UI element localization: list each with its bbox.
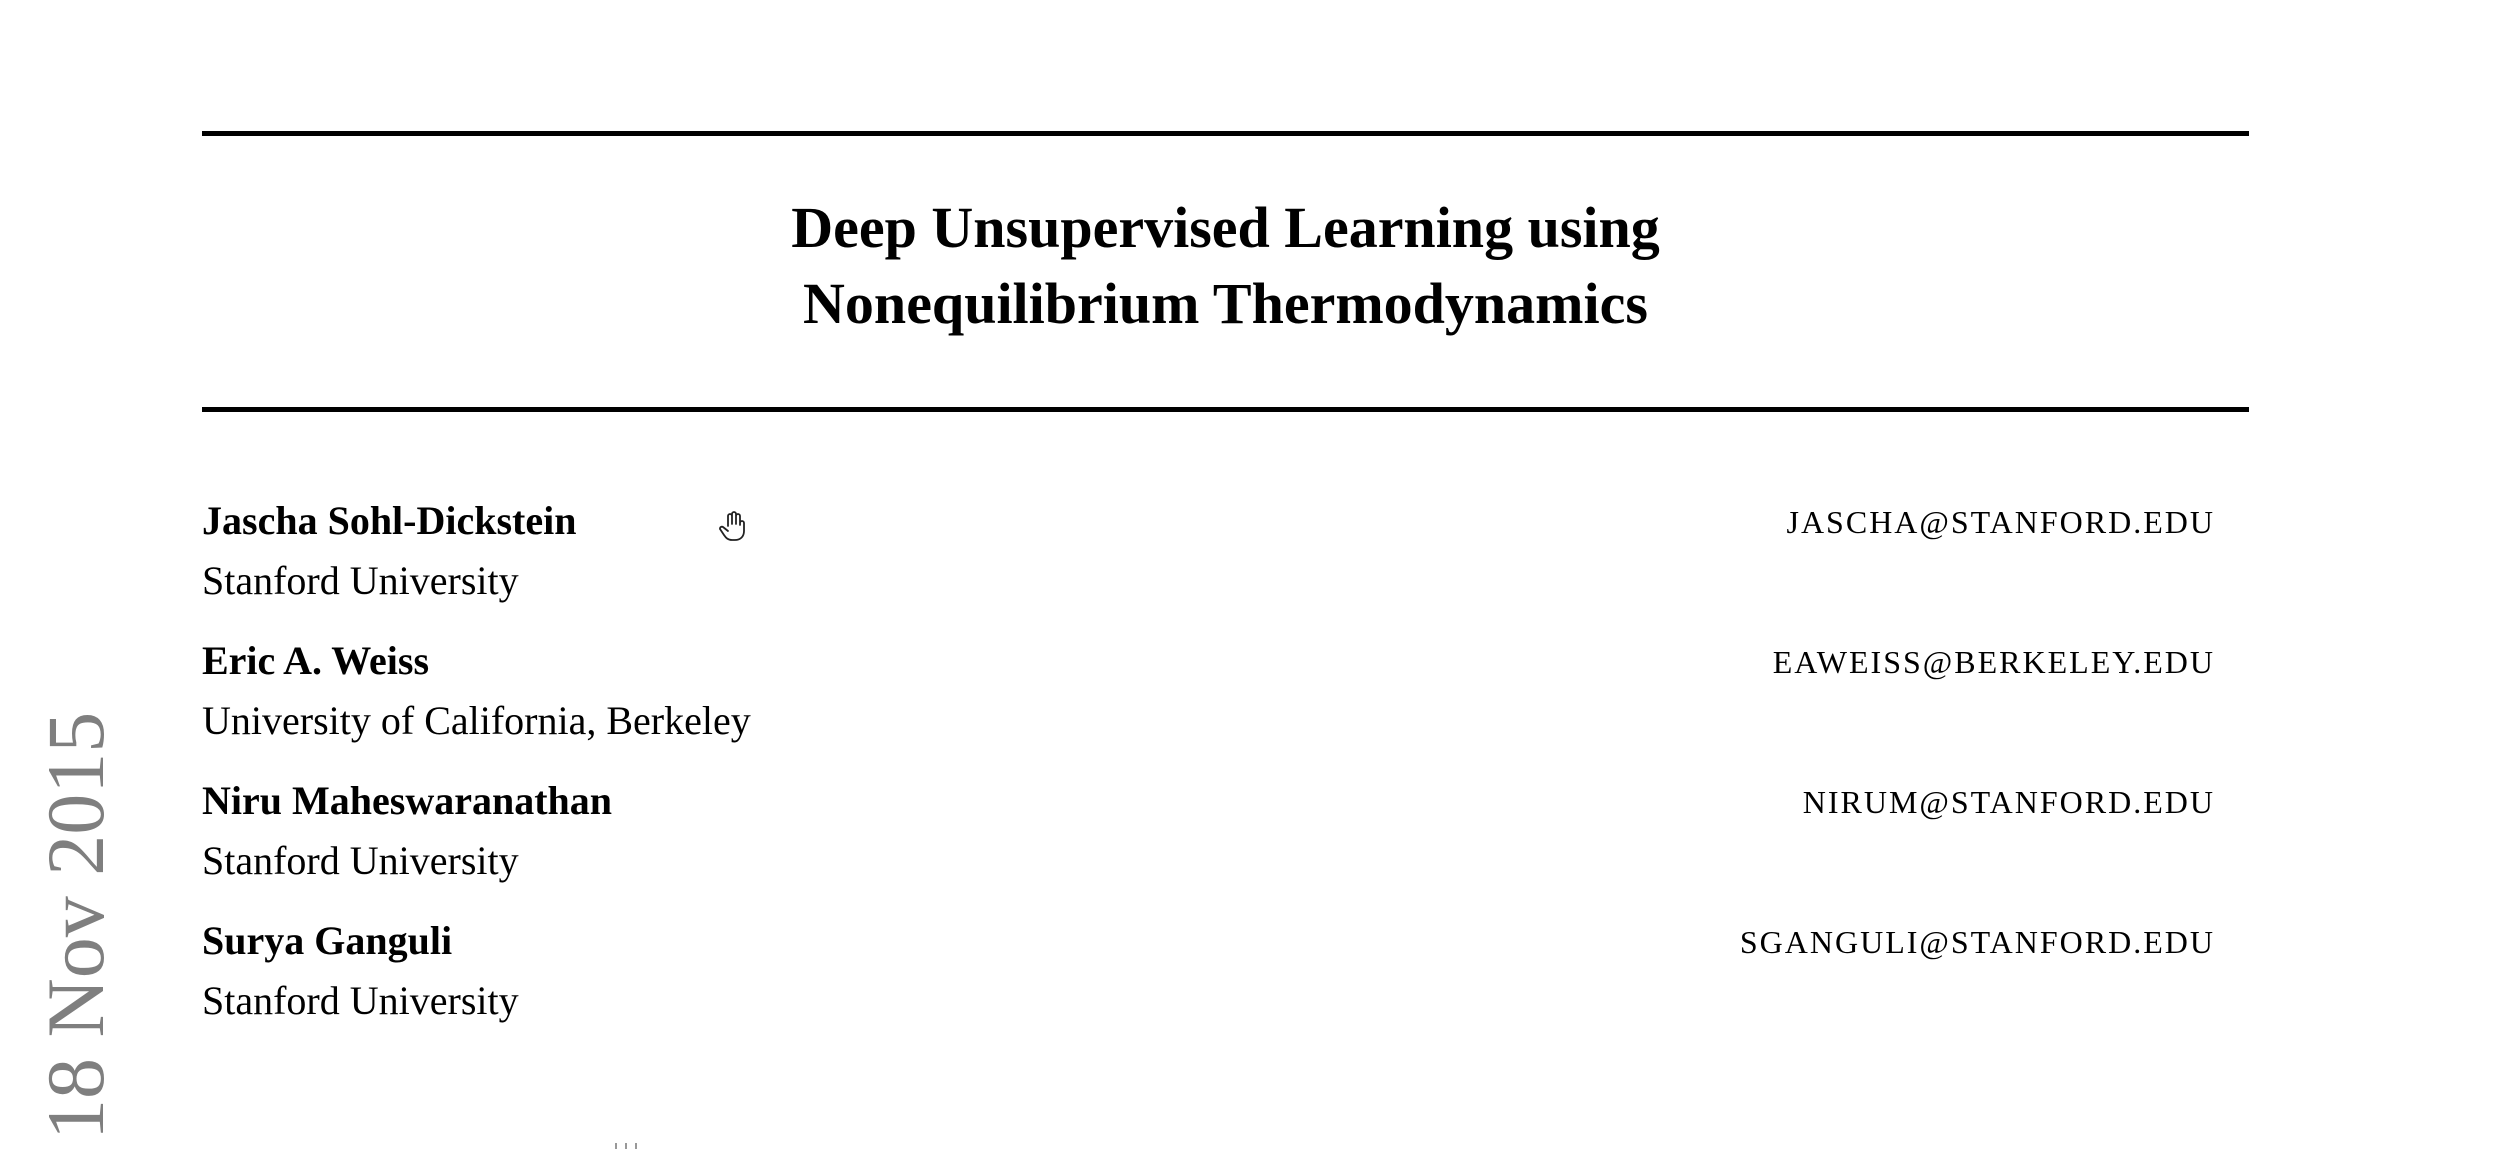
title-rule-bottom (202, 407, 2249, 412)
author-affiliation: Stanford University (202, 838, 519, 883)
paper-title-line-1: Deep Unsupervised Learning using (791, 195, 1660, 260)
author-email[interactable]: JASCHA@STANFORD.EDU (1786, 504, 2215, 540)
arxiv-date-stamp: 18 Nov 2015 (30, 711, 121, 1140)
paper-title (202, 190, 2249, 342)
author-affiliation: Stanford University (202, 558, 519, 603)
author-email[interactable]: EAWEISS@BERKELEY.EDU (1772, 644, 2215, 680)
author-email[interactable]: NIRUM@STANFORD.EDU (1802, 784, 2215, 820)
author-email[interactable]: SGANGULI@STANFORD.EDU (1739, 924, 2215, 960)
author-name: Jascha Sohl-Dickstein (202, 498, 577, 543)
clipped-text-fragment (612, 1143, 642, 1150)
author-affiliation: Stanford University (202, 978, 519, 1023)
author-name: Surya Ganguli (202, 918, 453, 963)
hand-pointer-icon (718, 510, 746, 542)
paper-title-line-2: Nonequilibrium Thermodynamics (803, 271, 1648, 336)
author-affiliation: University of California, Berkeley (202, 698, 751, 743)
title-rule-top (202, 131, 2249, 136)
author-name: Niru Maheswaranathan (202, 778, 613, 823)
author-name: Eric A. Weiss (202, 638, 430, 683)
